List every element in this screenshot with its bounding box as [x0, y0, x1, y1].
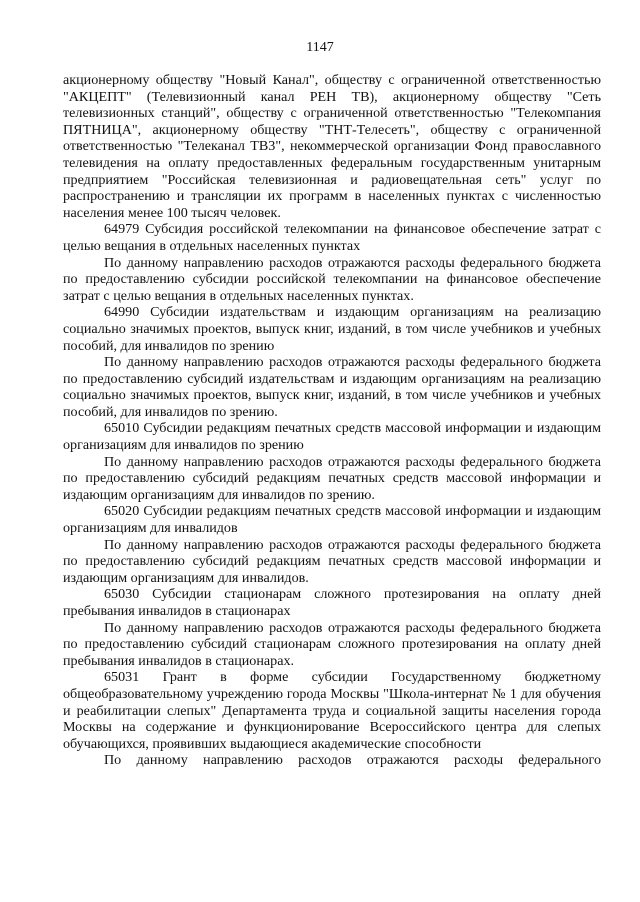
section-body-65010: По данному направлению расходов отражаются расходы федерального бюджета по предоставлению субсидий редакциям печатных средств массовой информации и издающим организациям для инвалидов по зрению.: [63, 453, 601, 503]
section-heading-64979: 64979 Субсидия российской телекомпании на финансовое обеспечение затрат с целью вещания в отдельных населенных пунктах: [63, 221, 601, 254]
section-body-64979: По данному направлению расходов отражаются расходы федерального бюджета по предоставлению субсидии российской телекомпании на финансовое обеспечение затрат с целью вещания в отдельных населенных пунктах.: [63, 254, 601, 304]
section-heading-65020: 65020 Субсидии редакциям печатных средств массовой информации и издающим организациям для инвалидов: [63, 503, 601, 537]
section-body-64990: По данному направлению расходов отражаются расходы федерального бюджета по предоставлению субсидий издательствам и издающим организациям на реализацию социально значимых проектов, выпуск книг, изданий, в том числе учебников и учебных пособий, для инвалидов по зрению.: [63, 354, 601, 420]
document-body: [63, 72, 601, 769]
section-heading-65010: 65010 Субсидии редакциям печатных средств массовой информации и издающим организациям для инвалидов по зрению: [63, 420, 601, 454]
section-heading-64990: 64990 Субсидии издательствам и издающим организациям на реализацию социально значимых проектов, выпуск книг, изданий, в том числе учебников и учебных пособий, для инвалидов по зрению: [63, 304, 601, 354]
section-heading-65031: 65031 Грант в форме субсидии Государственному бюджетному общеобразовательному учреждению города Москвы "Школа-интернат № 1 для обучения и реабилитации слепых" Департамента труда и социальной защиты населения города Москвы на содержание и функционирование Всероссийского центра для слепых обучающихся, проявивших выдающиеся академические способности: [63, 669, 601, 752]
page-number: 1147: [306, 40, 334, 55]
section-body-65030: По данному направлению расходов отражаются расходы федерального бюджета по предоставлению субсидий стационарам сложного протезирования на оплату дней пребывания инвалидов в стационарах.: [63, 619, 601, 669]
section-heading-65030: 65030 Субсидии стационарам сложного протезирования на оплату дней пребывания инвалидов в стационарах: [63, 586, 601, 619]
section-body-65020: По данному направлению расходов отражаются расходы федерального бюджета по предоставлению субсидий редакциям печатных средств массовой информации и издающим организациям для инвалидов.: [63, 536, 601, 586]
continuation-paragraph: акционерному обществу "Новый Канал", обществу с ограниченной ответственностью "АКЦЕПТ" (Телевизионный канал РЕН ТВ), акционерному обществу "Сеть телевизионных станций", обществу с ограниченной ответственностью "Телекомпания ПЯТНИЦА", акционерному обществу "ТНТ-Телесеть", обществу с ограниченной ответственностью "Телеканал ТВ3", некоммерческой организации Фонд православного телевидения на оплату предоставленных федеральным государственным унитарным предприятием "Российская телевизионная и радиовещательная сеть" услуг по распространению и трансляции их программ в населенных пунктах с численностью населения менее 100 тысяч человек.: [63, 72, 601, 221]
section-body-65031: По данному направлению расходов отражаются расходы федерального: [104, 752, 601, 769]
